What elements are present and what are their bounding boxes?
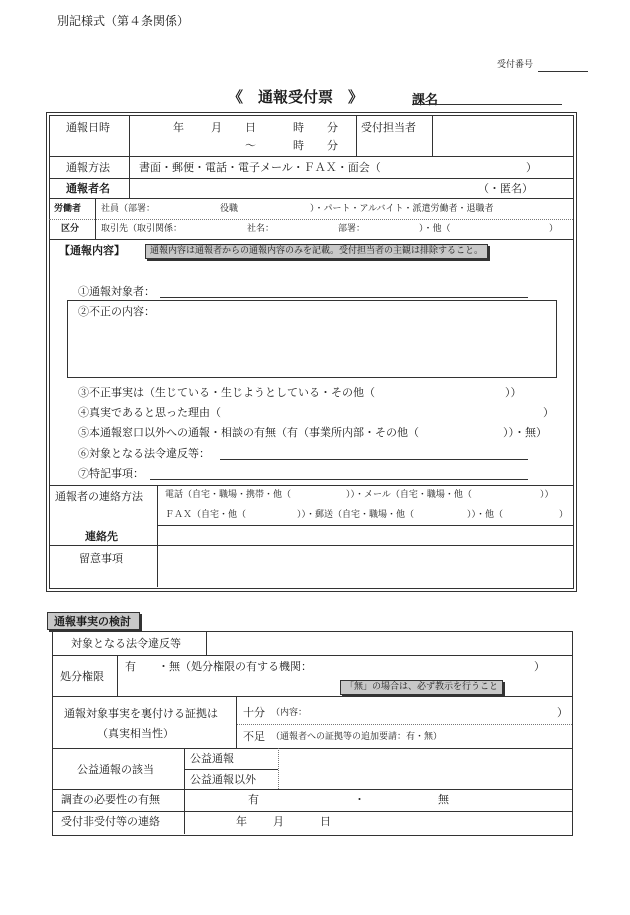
investigation-label: 調査の必要性の有無	[61, 793, 160, 806]
item-3-close: ））	[505, 386, 522, 399]
notification-day: 日	[320, 815, 331, 828]
receipt-number-label: 受付番号	[497, 60, 534, 70]
content-note: 通報内容は通報者からの通報内容のみを記載。受付担当者の主観は排除すること。	[145, 244, 488, 259]
investigation-yes[interactable]: 有	[248, 793, 259, 806]
authority-options[interactable]: 有 ・無（処分権限の有する機関：	[125, 660, 312, 673]
item-1-target: ①通報対象者：	[78, 285, 155, 298]
contact-email-close: ））	[540, 490, 554, 500]
public-interest-label: 公益通報の該当	[77, 763, 154, 776]
evidence-label: 通報対象事実を裏付ける証拠は	[64, 707, 218, 720]
contact-other[interactable]: ））・他（	[467, 510, 504, 520]
worker-position: 役職	[220, 204, 239, 214]
worker-other-close: ）	[549, 224, 559, 234]
content-label: 【通報内容】	[59, 244, 125, 257]
category-label: 区分	[61, 224, 80, 234]
hour-unit: 時	[293, 121, 304, 134]
year-unit: 年	[173, 121, 184, 134]
worker-department: 部署：	[338, 224, 366, 234]
contact-address-label: 連絡先	[85, 530, 118, 543]
evidence-insufficient-detail[interactable]: （通報者への証拠等の追加要請：有・無）	[271, 732, 443, 742]
evidence-sufficient-detail: （内容：	[271, 708, 308, 718]
worker-company: 社名：	[247, 224, 275, 234]
worker-other[interactable]: ）・他（	[419, 224, 451, 234]
day-unit: 日	[245, 121, 256, 134]
review-law-label: 対象となる法令違反等	[71, 637, 181, 650]
authority-note: 「無」の場合は、必ず教示を行うこと	[340, 680, 503, 695]
contact-fax[interactable]: ＦＡＸ（自宅・他（	[165, 510, 247, 520]
worker-employee[interactable]: 社員（部署：	[101, 204, 156, 214]
dept-label: 課名	[412, 93, 439, 108]
tilde: ～	[245, 139, 256, 152]
reporter-label: 通報者名	[66, 182, 110, 195]
minute-unit-end: 分	[327, 139, 338, 152]
authority-label: 処分権限	[60, 670, 104, 683]
item-5-close: ））・無）	[503, 426, 547, 439]
minute-unit: 分	[327, 121, 338, 134]
contact-phone[interactable]: 電話（自宅・職場・携帯・他（	[165, 490, 292, 500]
item-5-other-reports[interactable]: ⑤本通報窓口以外への通報・相談の有無（有（事業所内部・その他（	[78, 426, 419, 439]
item-1-field[interactable]	[160, 297, 528, 298]
datetime-label: 通報日時	[66, 121, 110, 134]
item-2-misconduct: ②不正の内容：	[78, 305, 155, 318]
item-7-special: ⑦特記事項：	[78, 467, 144, 480]
dept-field[interactable]	[412, 104, 562, 105]
hour-unit-end: 時	[293, 139, 304, 152]
investigation-no[interactable]: 無	[438, 793, 449, 806]
evidence-sufficient[interactable]: 十分	[243, 706, 265, 719]
worker-client[interactable]: 取引先（取引関係：	[101, 224, 183, 234]
anonymous-option[interactable]: （・匿名）	[478, 182, 533, 195]
public-interest-yes[interactable]: 公益通報	[190, 752, 234, 765]
notification-month: 月	[273, 815, 284, 828]
receiver-label: 受付担当者	[361, 121, 416, 134]
public-interest-no[interactable]: 公益通報以外	[190, 773, 256, 786]
item-4-close: ）	[543, 406, 554, 419]
method-label: 通報方法	[66, 161, 110, 174]
item-7-field[interactable]	[150, 479, 528, 480]
item-3-fact[interactable]: ③不正事実は（生じている・生じようとしている・その他（	[78, 386, 375, 399]
notification-year: 年	[236, 815, 247, 828]
evidence-sublabel: （真実相当性）	[97, 727, 174, 740]
form-reference: 別記様式（第４条関係）	[57, 14, 190, 28]
item-6-field[interactable]	[220, 459, 528, 460]
worker-label: 労働者	[54, 204, 82, 214]
page-title: 《 通報受付票 》	[228, 88, 364, 106]
notification-label: 受付非受付等の連絡	[61, 815, 160, 828]
contact-other-close: ）	[559, 510, 569, 520]
notes-label: 留意事項	[79, 552, 123, 565]
contact-email[interactable]: ））・メール（自宅・職場・他（	[346, 490, 472, 500]
contact-mail[interactable]: ））・郵送（自宅・職場・他（	[297, 510, 415, 520]
item-4-reason[interactable]: ④真実であると思った理由（	[78, 406, 221, 419]
authority-close-paren: ）	[534, 660, 545, 673]
receipt-number-field[interactable]	[538, 71, 588, 72]
review-section-title: 通報事実の検討	[47, 612, 140, 630]
investigation-separator: ・	[354, 793, 365, 806]
method-close-paren: ）	[526, 161, 537, 174]
item-6-law: ⑥対象となる法令違反等：	[78, 447, 210, 460]
worker-types[interactable]: ）・パート・アルバイト・派遣労働者・退職者	[310, 204, 494, 214]
month-unit: 月	[211, 121, 222, 134]
contact-method-label: 通報者の連絡方法	[55, 490, 143, 503]
evidence-insufficient[interactable]: 不足	[243, 730, 265, 743]
evidence-sufficient-close: ）	[557, 706, 568, 719]
method-options[interactable]: 書面・郵便・電話・電子メール・ＦＡＸ・面会（	[139, 161, 381, 174]
